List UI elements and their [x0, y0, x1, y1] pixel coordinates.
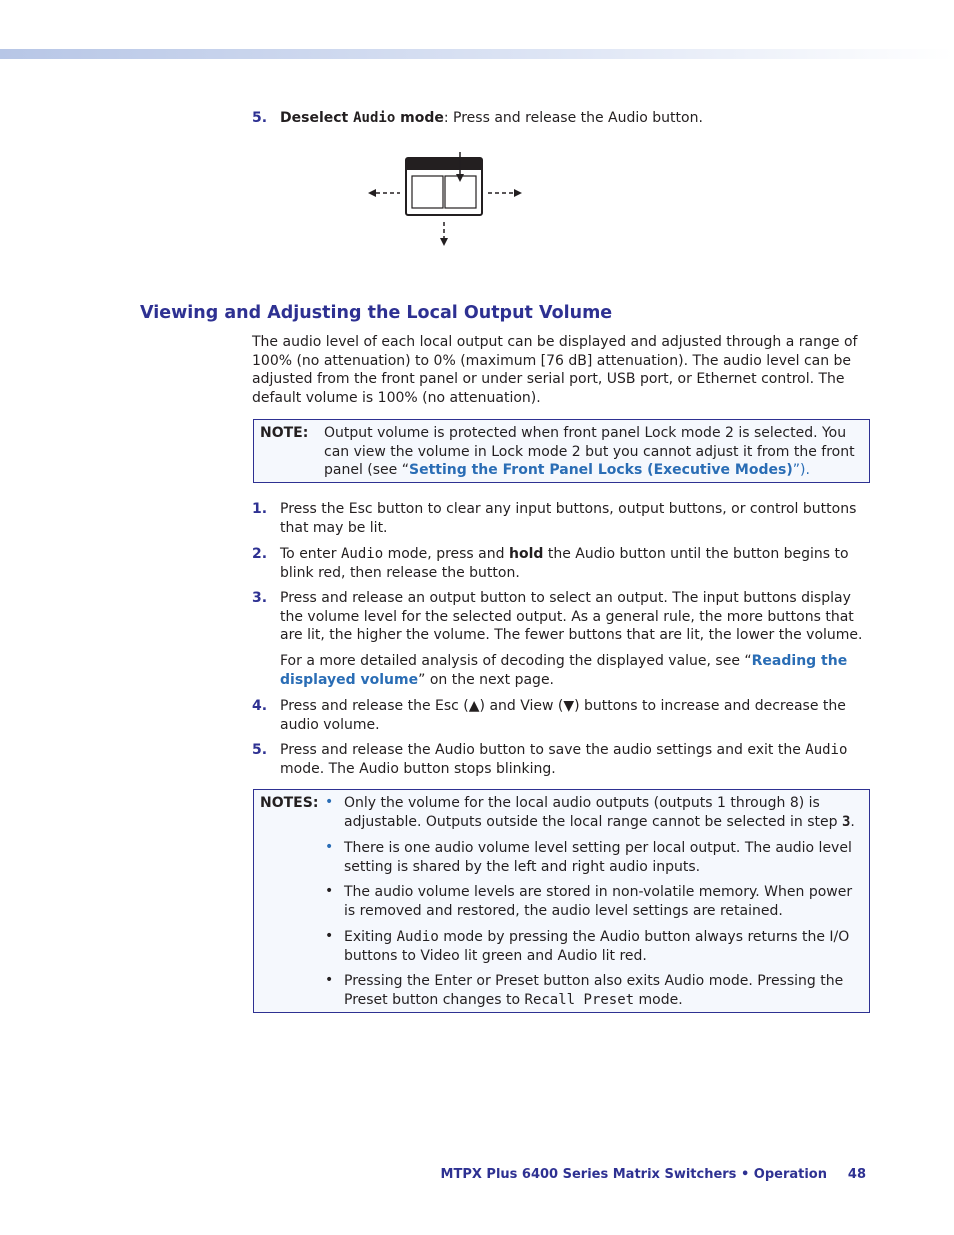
step-3-subtext: For a more detailed analysis of decoding the displayed value, see “Reading the displayed volume” on the next page.: [280, 653, 848, 688]
note-text: Output volume is protected when front panel Lock mode 2 is selected. You can view the volume in Lock mode 2 but you cannot adjust it from the front panel (see “Setting the Front Panel Locks (Executive Modes)”).: [324, 425, 855, 478]
note-bullet-1: Only the volume for the local audio outputs (outputs 1 through 8) is adjustable. Outputs outside the local range cannot be selected in step 3.: [344, 795, 855, 830]
reading-volume-link[interactable]: Reading the displayed volume: [280, 653, 848, 688]
step-number: 4.: [252, 698, 268, 714]
notes-label: NOTES:: [260, 795, 319, 811]
bullet-icon: •: [325, 794, 334, 810]
bullet-icon: •: [325, 972, 334, 988]
page-number: 48: [847, 1167, 866, 1182]
step-2-text: To enter Audio mode, press and hold the Audio button until the button begins to blink red, then release the button.: [280, 546, 849, 581]
note-bullet-2: There is one audio volume level setting per local output. The audio level setting is shared by the left and right audio inputs.: [344, 840, 852, 875]
notes-box: [253, 789, 870, 1013]
bullet-icon: •: [325, 883, 334, 899]
header-bar: [0, 49, 954, 59]
note-bullet-4: Exiting Audio mode by pressing the Audio button always returns the I/O buttons to Video lit green and Audio lit red.: [344, 929, 850, 964]
step-5-text: Press and release the Audio button to save the audio settings and exit the Audio mode. The Audio button stops blinking.: [280, 742, 848, 777]
left-arrow-icon: [368, 189, 376, 197]
note-label: NOTE:: [260, 425, 309, 441]
step-number: 5.: [252, 742, 268, 758]
step-number: 2.: [252, 546, 268, 562]
note-box: [253, 419, 870, 483]
bullet-icon: •: [325, 839, 334, 855]
bullet-icon: •: [325, 928, 334, 944]
step-4-text: Press and release the Esc (▲) and View (▼) buttons to increase and decrease the audio volume.: [280, 698, 846, 733]
note-bullet-5: Pressing the Enter or Preset button also exits Audio mode. Pressing the Preset button changes to Recall Preset mode.: [344, 973, 844, 1008]
step-1-text: Press the Esc button to clear any input buttons, output buttons, or control buttons that may be lit.: [280, 501, 857, 536]
step-number: 1.: [252, 501, 268, 517]
step-number: 3.: [252, 590, 268, 606]
step-3-text: Press and release an output button to select an output. The input buttons display the volume level for the selected output. As a general rule, the more buttons that are lit, the higher the volume. The fewer buttons that are lit, the lower the volume.: [280, 590, 863, 643]
panel-button-left: [412, 176, 443, 208]
footer-title: MTPX Plus 6400 Series Matrix Switchers • Operation: [440, 1167, 827, 1182]
step-5-deselect-text: Deselect Audio mode: Press and release the Audio button.: [280, 110, 703, 126]
note-bullet-3: The audio volume levels are stored in non-volatile memory. When power is removed and restored, the audio level settings are retained.: [344, 884, 853, 919]
right-arrow-icon: [514, 189, 522, 197]
down-arrow-icon: [440, 238, 448, 246]
section-title: Viewing and Adjusting the Local Output Volume: [140, 303, 613, 323]
intro-paragraph: The audio level of each local output can be displayed and adjusted through a range of 100% (no attenuation) to 0% (maximum [76 dB] attenuation). The audio level can be adjusted from the front panel or under serial port, USB port, or Ethernet control. The default volume is 100% (no attenuation).: [252, 334, 858, 406]
locks-link[interactable]: Setting the Front Panel Locks (Executive Modes): [408, 462, 793, 478]
step-number: 5.: [252, 110, 268, 126]
button-panel-header: [406, 158, 482, 170]
audio-button-illustration: [360, 148, 530, 248]
